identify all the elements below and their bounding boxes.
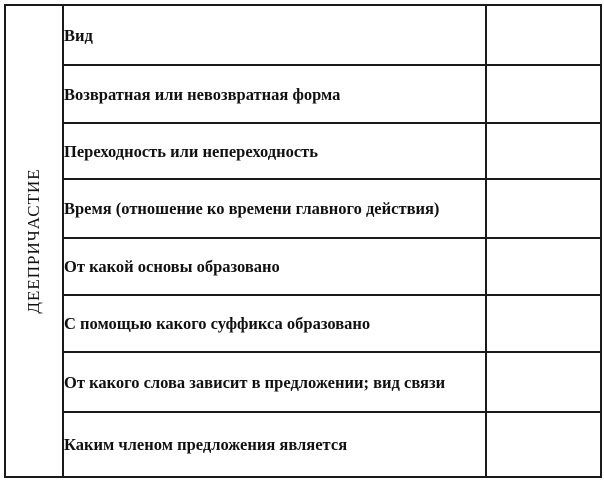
- answer-cell[interactable]: [486, 65, 601, 123]
- row-label-sentence-role: Каким членом предложения является: [63, 412, 486, 477]
- side-header-label: ДЕЕПРИЧАСТИЕ: [24, 168, 43, 314]
- answer-cell[interactable]: [486, 295, 601, 352]
- row-label-stem: От какой основы образовано: [63, 238, 486, 295]
- side-header-cell: [5, 5, 63, 477]
- table-row: [5, 179, 601, 238]
- answer-cell[interactable]: [486, 412, 601, 477]
- answer-cell[interactable]: [486, 179, 601, 238]
- table-row: [5, 352, 601, 412]
- row-label-tense: Время (отношение ко времени главного действия): [63, 179, 486, 238]
- row-label-aspect: Вид: [63, 5, 486, 65]
- answer-cell[interactable]: [486, 352, 601, 412]
- table-row: [5, 123, 601, 179]
- answer-cell[interactable]: [486, 123, 601, 179]
- row-label-transitivity: Переходность или непереходность: [63, 123, 486, 179]
- table-row: [5, 295, 601, 352]
- answer-cell[interactable]: [486, 238, 601, 295]
- row-label-dependency: От какого слова зависит в предложении; вид связи: [63, 352, 486, 412]
- table-row: [5, 412, 601, 477]
- table-row: [5, 5, 601, 65]
- row-label-suffix: С помощью какого суффикса образовано: [63, 295, 486, 352]
- table-row: [5, 238, 601, 295]
- row-label-reflexive: Возвратная или невозвратная форма: [63, 65, 486, 123]
- analysis-table: [4, 4, 602, 478]
- table-row: [5, 65, 601, 123]
- answer-cell[interactable]: [486, 5, 601, 65]
